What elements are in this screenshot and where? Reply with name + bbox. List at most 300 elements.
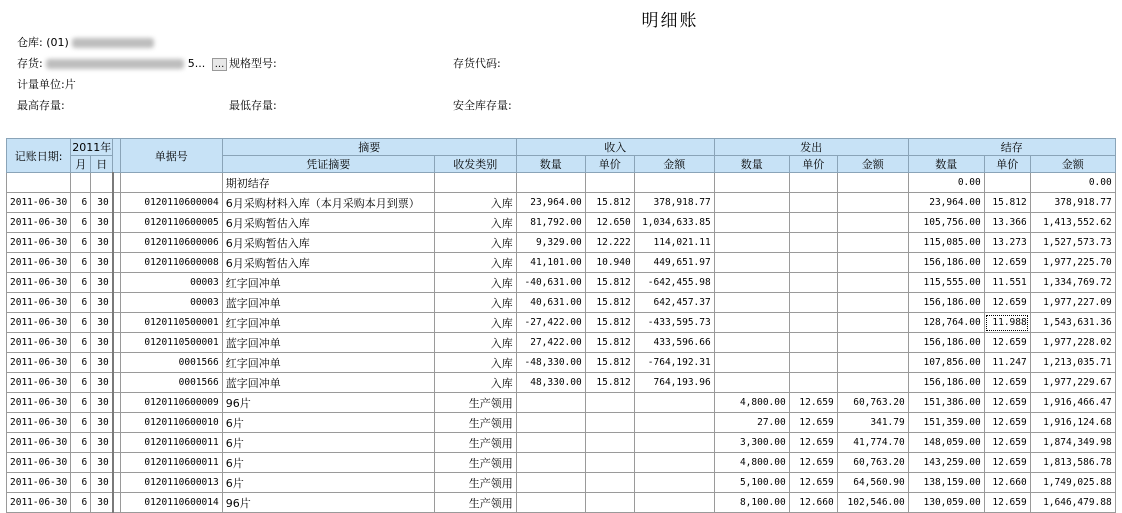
cell-in-amount[interactable] <box>634 433 714 453</box>
cell-month[interactable] <box>71 173 91 193</box>
cell-doc[interactable]: 0120110600006 <box>120 233 222 253</box>
cell-out-price[interactable] <box>789 233 837 253</box>
cell-out-price[interactable] <box>789 313 837 333</box>
cell-bal-price[interactable]: 11.988 <box>984 313 1030 333</box>
cell-doc[interactable]: 0120110600013 <box>120 473 222 493</box>
cell-category[interactable]: 生产领用 <box>434 453 516 473</box>
cell-out-qty[interactable] <box>714 253 789 273</box>
cell-in-qty[interactable]: 48,330.00 <box>516 373 585 393</box>
table-row[interactable] <box>7 453 1116 473</box>
cell-date[interactable]: 2011-06-30 <box>7 453 71 473</box>
cell-category[interactable]: 入库 <box>434 253 516 273</box>
cell-bal-price[interactable]: 15.812 <box>984 193 1030 213</box>
cell-day[interactable] <box>91 173 113 193</box>
col-header-in-qty[interactable]: 数量 <box>516 156 585 173</box>
cell-bal-qty[interactable]: 130,059.00 <box>908 493 984 513</box>
cell-month[interactable]: 6 <box>71 273 91 293</box>
cell-category[interactable]: 生产领用 <box>434 413 516 433</box>
cell-out-qty[interactable] <box>714 373 789 393</box>
cell-out-qty[interactable] <box>714 213 789 233</box>
cell-category[interactable]: 入库 <box>434 273 516 293</box>
cell-in-price[interactable]: 12.222 <box>585 233 634 253</box>
cell-in-price[interactable]: 15.812 <box>585 193 634 213</box>
safety-stock-label: 安全库存量: <box>453 99 512 112</box>
cell-doc[interactable]: 0120110600011 <box>120 433 222 453</box>
cell-day[interactable]: 30 <box>91 233 113 253</box>
cell-month[interactable]: 6 <box>71 373 91 393</box>
cell-out-price[interactable] <box>789 213 837 233</box>
cell-category[interactable]: 入库 <box>434 333 516 353</box>
cell-bal-price[interactable]: 12.659 <box>984 293 1030 313</box>
cell-date[interactable]: 2011-06-30 <box>7 233 71 253</box>
cell-out-qty[interactable] <box>714 293 789 313</box>
cell-bal-price[interactable]: 11.551 <box>984 273 1030 293</box>
cell-category[interactable]: 生产领用 <box>434 433 516 453</box>
cell-out-qty[interactable] <box>714 193 789 213</box>
cell-in-qty[interactable]: 23,964.00 <box>516 193 585 213</box>
cell-category[interactable]: 入库 <box>434 353 516 373</box>
col-header-in-price[interactable]: 单价 <box>585 156 634 173</box>
cell-date[interactable]: 2011-06-30 <box>7 413 71 433</box>
cell-out-price[interactable] <box>789 293 837 313</box>
cell-in-amount[interactable]: 114,021.11 <box>634 233 714 253</box>
table-row[interactable] <box>7 373 1116 393</box>
cell-bal-qty[interactable]: 151,386.00 <box>908 393 984 413</box>
cell-bal-amount[interactable]: 1,213,035.71 <box>1030 353 1115 373</box>
cell-category[interactable]: 生产领用 <box>434 393 516 413</box>
cell-bal-amount[interactable]: 1,916,124.68 <box>1030 413 1115 433</box>
cell-doc[interactable]: 0120110600009 <box>120 393 222 413</box>
cell-bal-price[interactable]: 12.659 <box>984 493 1030 513</box>
cell-out-amount[interactable]: 60,763.20 <box>837 393 908 413</box>
table-row[interactable] <box>7 413 1116 433</box>
cell-out-price[interactable] <box>789 173 837 193</box>
cell-in-price[interactable]: 12.650 <box>585 213 634 233</box>
cell-out-qty[interactable] <box>714 233 789 253</box>
cell-bal-price[interactable]: 13.273 <box>984 233 1030 253</box>
cell-bal-price[interactable]: 12.659 <box>984 433 1030 453</box>
cell-summary[interactable]: 蓝字回冲单 <box>222 333 434 353</box>
cell-summary[interactable]: 6片 <box>222 453 434 473</box>
table-row[interactable] <box>7 273 1116 293</box>
cell-in-amount[interactable] <box>634 493 714 513</box>
cell-in-amount[interactable]: -764,192.31 <box>634 353 714 373</box>
cell-bal-qty[interactable]: 156,186.00 <box>908 373 984 393</box>
cell-bal-qty[interactable]: 115,555.00 <box>908 273 984 293</box>
cell-in-price[interactable]: 15.812 <box>585 313 634 333</box>
col-header-month[interactable]: 月 <box>71 156 91 173</box>
cell-date[interactable]: 2011-06-30 <box>7 473 71 493</box>
cell-category[interactable]: 生产领用 <box>434 473 516 493</box>
cell-out-amount[interactable] <box>837 253 908 273</box>
cell-day[interactable]: 30 <box>91 293 113 313</box>
cell-out-price[interactable]: 12.659 <box>789 413 837 433</box>
cell-doc[interactable]: 0120110600008 <box>120 253 222 273</box>
cell-bal-qty[interactable]: 156,186.00 <box>908 293 984 313</box>
cell-in-amount[interactable] <box>634 453 714 473</box>
cell-out-qty[interactable]: 4,800.00 <box>714 393 789 413</box>
cell-doc[interactable]: 0120110600004 <box>120 193 222 213</box>
cell-out-qty[interactable] <box>714 173 789 193</box>
cell-in-qty[interactable]: 41,101.00 <box>516 253 585 273</box>
cell-in-price[interactable] <box>585 473 634 493</box>
cell-summary[interactable]: 蓝字回冲单 <box>222 293 434 313</box>
cell-out-qty[interactable] <box>714 333 789 353</box>
cell-summary[interactable]: 6片 <box>222 413 434 433</box>
cell-bal-qty[interactable]: 143,259.00 <box>908 453 984 473</box>
cell-day[interactable]: 30 <box>91 453 113 473</box>
cell-out-price[interactable] <box>789 253 837 273</box>
spec-label: 规格型号: <box>229 57 277 70</box>
cell-date[interactable]: 2011-06-30 <box>7 353 71 373</box>
cell-bal-amount[interactable]: 378,918.77 <box>1030 193 1115 213</box>
cell-out-amount[interactable] <box>837 213 908 233</box>
cell-doc[interactable]: 0120110500001 <box>120 333 222 353</box>
table-row[interactable] <box>7 233 1116 253</box>
table-row[interactable] <box>7 193 1116 213</box>
cell-bal-amount[interactable]: 1,916,466.47 <box>1030 393 1115 413</box>
cell-in-amount[interactable]: -642,455.98 <box>634 273 714 293</box>
cell-out-amount[interactable] <box>837 313 908 333</box>
cell-in-qty[interactable]: -40,631.00 <box>516 273 585 293</box>
cell-in-amount[interactable]: 433,596.66 <box>634 333 714 353</box>
table-row[interactable] <box>7 493 1116 513</box>
cell-bal-qty[interactable]: 105,756.00 <box>908 213 984 233</box>
col-header-voucher-summary[interactable]: 凭证摘要 <box>222 156 434 173</box>
cell-in-amount[interactable]: 764,193.96 <box>634 373 714 393</box>
table-row[interactable] <box>7 473 1116 493</box>
cell-bal-amount[interactable]: 1,749,025.88 <box>1030 473 1115 493</box>
cell-category[interactable]: 入库 <box>434 213 516 233</box>
cell-out-amount[interactable]: 41,774.70 <box>837 433 908 453</box>
cell-in-qty[interactable] <box>516 493 585 513</box>
cell-summary[interactable]: 红字回冲单 <box>222 273 434 293</box>
cell-bal-qty[interactable]: 156,186.00 <box>908 253 984 273</box>
cell-in-price[interactable]: 15.812 <box>585 333 634 353</box>
cell-in-price[interactable] <box>585 393 634 413</box>
cell-in-price[interactable]: 15.812 <box>585 353 634 373</box>
cell-out-qty[interactable] <box>714 313 789 333</box>
col-header-category[interactable]: 收发类别 <box>434 156 516 173</box>
cell-doc[interactable]: 00003 <box>120 273 222 293</box>
cell-out-amount[interactable] <box>837 353 908 373</box>
cell-in-price[interactable]: 15.812 <box>585 373 634 393</box>
item-browse-button[interactable]: ... <box>212 58 228 71</box>
cell-day[interactable]: 30 <box>91 193 113 213</box>
cell-bal-price[interactable]: 12.659 <box>984 333 1030 353</box>
cell-bal-price[interactable]: 12.659 <box>984 393 1030 413</box>
cell-day[interactable]: 30 <box>91 393 113 413</box>
cell-spacer <box>113 213 121 233</box>
cell-out-price[interactable] <box>789 353 837 373</box>
cell-bal-qty[interactable]: 107,856.00 <box>908 353 984 373</box>
cell-date[interactable] <box>7 173 71 193</box>
cell-summary[interactable]: 6月采购暂估入库 <box>222 213 434 233</box>
cell-out-amount[interactable] <box>837 273 908 293</box>
cell-out-amount[interactable]: 60,763.20 <box>837 453 908 473</box>
cell-summary[interactable]: 6月采购暂估入库 <box>222 253 434 273</box>
cell-spacer <box>113 453 121 473</box>
cell-bal-amount[interactable]: 1,543,631.36 <box>1030 313 1115 333</box>
cell-in-qty[interactable]: 9,329.00 <box>516 233 585 253</box>
cell-out-qty[interactable]: 5,100.00 <box>714 473 789 493</box>
cell-doc[interactable]: 0001566 <box>120 373 222 393</box>
cell-in-price[interactable]: 15.812 <box>585 273 634 293</box>
cell-category[interactable]: 入库 <box>434 373 516 393</box>
cell-bal-price[interactable] <box>984 173 1030 193</box>
cell-day[interactable]: 30 <box>91 473 113 493</box>
table-row[interactable] <box>7 393 1116 413</box>
cell-bal-qty[interactable]: 138,159.00 <box>908 473 984 493</box>
col-header-date[interactable]: 记账日期: <box>7 139 71 173</box>
cell-in-amount[interactable] <box>634 393 714 413</box>
cell-spacer <box>113 293 121 313</box>
cell-month[interactable]: 6 <box>71 353 91 373</box>
cell-out-price[interactable] <box>789 273 837 293</box>
cell-doc[interactable]: 0120110500001 <box>120 313 222 333</box>
cell-bal-amount[interactable]: 1,874,349.98 <box>1030 433 1115 453</box>
cell-in-qty[interactable]: 40,631.00 <box>516 293 585 313</box>
cell-month[interactable]: 6 <box>71 433 91 453</box>
cell-out-price[interactable]: 12.659 <box>789 393 837 413</box>
cell-out-amount[interactable] <box>837 233 908 253</box>
cell-date[interactable]: 2011-06-30 <box>7 373 71 393</box>
cell-month[interactable]: 6 <box>71 313 91 333</box>
col-header-doc[interactable]: 单据号 <box>120 139 222 173</box>
cell-doc[interactable]: 0120110600010 <box>120 413 222 433</box>
cell-doc[interactable] <box>120 173 222 193</box>
col-header-day[interactable]: 日 <box>91 156 113 173</box>
cell-category[interactable]: 生产领用 <box>434 493 516 513</box>
cell-day[interactable]: 30 <box>91 373 113 393</box>
cell-spacer <box>113 473 121 493</box>
cell-out-qty[interactable]: 4,800.00 <box>714 453 789 473</box>
cell-in-price[interactable]: 10.940 <box>585 253 634 273</box>
cell-bal-price[interactable]: 12.659 <box>984 373 1030 393</box>
cell-bal-price[interactable]: 13.366 <box>984 213 1030 233</box>
table-row[interactable] <box>7 333 1116 353</box>
cell-summary[interactable]: 6月采购材料入库（本月采购本月到票） <box>222 193 434 213</box>
cell-bal-amount[interactable]: 1,977,227.09 <box>1030 293 1115 313</box>
cell-bal-amount[interactable]: 1,977,229.67 <box>1030 373 1115 393</box>
cell-month[interactable]: 6 <box>71 293 91 313</box>
col-header-bal-qty[interactable]: 数量 <box>908 156 984 173</box>
col-header-out-qty[interactable]: 数量 <box>714 156 789 173</box>
cell-day[interactable]: 30 <box>91 213 113 233</box>
cell-in-qty[interactable] <box>516 453 585 473</box>
cell-day[interactable]: 30 <box>91 353 113 373</box>
cell-doc[interactable]: 0120110600014 <box>120 493 222 513</box>
cell-month[interactable]: 6 <box>71 393 91 413</box>
cell-in-amount[interactable]: 378,918.77 <box>634 193 714 213</box>
cell-in-price[interactable] <box>585 433 634 453</box>
cell-summary[interactable]: 红字回冲单 <box>222 313 434 333</box>
cell-in-qty[interactable]: 81,792.00 <box>516 213 585 233</box>
cell-bal-qty[interactable]: 128,764.00 <box>908 313 984 333</box>
cell-bal-qty[interactable]: 156,186.00 <box>908 333 984 353</box>
cell-doc[interactable]: 0001566 <box>120 353 222 373</box>
cell-out-qty[interactable]: 8,100.00 <box>714 493 789 513</box>
cell-out-amount[interactable] <box>837 293 908 313</box>
cell-out-price[interactable] <box>789 193 837 213</box>
cell-out-amount[interactable] <box>837 193 908 213</box>
cell-bal-amount[interactable]: 1,813,586.78 <box>1030 453 1115 473</box>
cell-out-qty[interactable] <box>714 353 789 373</box>
opening-balance-row[interactable] <box>7 173 1116 193</box>
cell-spacer <box>113 393 121 413</box>
cell-day[interactable]: 30 <box>91 413 113 433</box>
cell-in-price[interactable] <box>585 173 634 193</box>
cell-category[interactable]: 入库 <box>434 313 516 333</box>
cell-out-amount[interactable]: 64,560.90 <box>837 473 908 493</box>
cell-out-amount[interactable] <box>837 373 908 393</box>
cell-summary[interactable]: 6月采购暂估入库 <box>222 233 434 253</box>
cell-in-qty[interactable]: 27,422.00 <box>516 333 585 353</box>
cell-in-amount[interactable] <box>634 413 714 433</box>
cell-summary[interactable]: 96片 <box>222 393 434 413</box>
cell-bal-amount[interactable]: 1,646,479.88 <box>1030 493 1115 513</box>
cell-bal-amount[interactable]: 1,413,552.62 <box>1030 213 1115 233</box>
cell-bal-qty[interactable]: 148,059.00 <box>908 433 984 453</box>
cell-in-qty[interactable]: -48,330.00 <box>516 353 585 373</box>
col-header-bal-amount[interactable]: 金额 <box>1030 156 1115 173</box>
unit-row <box>17 76 76 92</box>
cell-in-price[interactable]: 15.812 <box>585 293 634 313</box>
col-header-out-amount[interactable]: 金额 <box>837 156 908 173</box>
cell-month[interactable]: 6 <box>71 213 91 233</box>
cell-in-amount[interactable]: 1,034,633.85 <box>634 213 714 233</box>
table-row[interactable] <box>7 313 1116 333</box>
cell-in-amount[interactable]: 449,651.97 <box>634 253 714 273</box>
cell-date[interactable]: 2011-06-30 <box>7 493 71 513</box>
col-header-in-amount[interactable]: 金额 <box>634 156 714 173</box>
cell-day[interactable]: 30 <box>91 273 113 293</box>
cell-doc[interactable]: 00003 <box>120 293 222 313</box>
cell-summary[interactable]: 蓝字回冲单 <box>222 373 434 393</box>
cell-in-qty[interactable] <box>516 173 585 193</box>
table-row[interactable] <box>7 253 1116 273</box>
cell-doc[interactable]: 0120110600011 <box>120 453 222 473</box>
cell-out-qty[interactable]: 3,300.00 <box>714 433 789 453</box>
cell-bal-amount[interactable]: 1,977,225.70 <box>1030 253 1115 273</box>
cell-in-amount[interactable]: -433,595.73 <box>634 313 714 333</box>
item-label: 存货: <box>17 57 43 70</box>
cell-in-price[interactable] <box>585 453 634 473</box>
cell-month[interactable]: 6 <box>71 453 91 473</box>
cell-date[interactable]: 2011-06-30 <box>7 333 71 353</box>
cell-day[interactable]: 30 <box>91 333 113 353</box>
col-header-bal-price[interactable]: 单价 <box>984 156 1030 173</box>
table-row[interactable] <box>7 353 1116 373</box>
cell-out-qty[interactable]: 27.00 <box>714 413 789 433</box>
cell-bal-qty[interactable]: 115,085.00 <box>908 233 984 253</box>
cell-out-amount[interactable] <box>837 173 908 193</box>
cell-bal-price[interactable]: 11.247 <box>984 353 1030 373</box>
table-row[interactable] <box>7 433 1116 453</box>
cell-date[interactable]: 2011-06-30 <box>7 273 71 293</box>
cell-bal-price[interactable]: 12.660 <box>984 473 1030 493</box>
cell-out-price[interactable]: 12.659 <box>789 433 837 453</box>
cell-category[interactable]: 入库 <box>434 193 516 213</box>
cell-bal-amount[interactable]: 0.00 <box>1030 173 1115 193</box>
cell-category[interactable]: 入库 <box>434 293 516 313</box>
cell-day[interactable]: 30 <box>91 253 113 273</box>
cell-out-price[interactable]: 12.660 <box>789 493 837 513</box>
cell-day[interactable]: 30 <box>91 433 113 453</box>
cell-out-amount[interactable]: 102,546.00 <box>837 493 908 513</box>
cell-summary[interactable]: 6片 <box>222 433 434 453</box>
cell-doc[interactable]: 0120110600005 <box>120 213 222 233</box>
cell-date[interactable]: 2011-06-30 <box>7 193 71 213</box>
cell-date[interactable]: 2011-06-30 <box>7 313 71 333</box>
cell-in-price[interactable] <box>585 413 634 433</box>
cell-in-price[interactable] <box>585 493 634 513</box>
cell-date[interactable]: 2011-06-30 <box>7 393 71 413</box>
cell-in-qty[interactable]: -27,422.00 <box>516 313 585 333</box>
cell-out-price[interactable] <box>789 333 837 353</box>
table-row[interactable] <box>7 293 1116 313</box>
cell-out-price[interactable] <box>789 373 837 393</box>
cell-bal-price[interactable]: 12.659 <box>984 453 1030 473</box>
cell-date[interactable]: 2011-06-30 <box>7 213 71 233</box>
cell-month[interactable]: 6 <box>71 493 91 513</box>
cell-in-qty[interactable] <box>516 413 585 433</box>
cell-date[interactable]: 2011-06-30 <box>7 293 71 313</box>
cell-in-amount[interactable]: 642,457.37 <box>634 293 714 313</box>
ledger-table <box>6 138 1116 513</box>
warehouse-row <box>17 34 154 50</box>
cell-summary[interactable]: 6片 <box>222 473 434 493</box>
table-row[interactable] <box>7 213 1116 233</box>
cell-in-amount[interactable] <box>634 473 714 493</box>
cell-bal-price[interactable]: 12.659 <box>984 413 1030 433</box>
cell-out-price[interactable]: 12.659 <box>789 473 837 493</box>
cell-date[interactable]: 2011-06-30 <box>7 433 71 453</box>
cell-summary[interactable]: 期初结存 <box>222 173 434 193</box>
cell-day[interactable]: 30 <box>91 313 113 333</box>
cell-bal-qty[interactable]: 151,359.00 <box>908 413 984 433</box>
cell-bal-price[interactable]: 12.659 <box>984 253 1030 273</box>
cell-date[interactable]: 2011-06-30 <box>7 253 71 273</box>
cell-bal-qty[interactable]: 23,964.00 <box>908 193 984 213</box>
cell-bal-amount[interactable]: 1,977,228.02 <box>1030 333 1115 353</box>
cell-month[interactable]: 6 <box>71 473 91 493</box>
cell-month[interactable]: 6 <box>71 253 91 273</box>
cell-category[interactable]: 入库 <box>434 233 516 253</box>
cell-spacer <box>113 373 121 393</box>
cell-bal-amount[interactable]: 1,527,573.73 <box>1030 233 1115 253</box>
cell-summary[interactable]: 红字回冲单 <box>222 353 434 373</box>
cell-out-amount[interactable]: 341.79 <box>837 413 908 433</box>
cell-out-price[interactable]: 12.659 <box>789 453 837 473</box>
cell-month[interactable]: 6 <box>71 193 91 213</box>
cell-bal-qty[interactable]: 0.00 <box>908 173 984 193</box>
cell-month[interactable]: 6 <box>71 413 91 433</box>
cell-in-qty[interactable] <box>516 473 585 493</box>
cell-day[interactable]: 30 <box>91 493 113 513</box>
cell-out-amount[interactable] <box>837 333 908 353</box>
cell-out-qty[interactable] <box>714 273 789 293</box>
cell-category[interactable] <box>434 173 516 193</box>
cell-bal-amount[interactable]: 1,334,769.72 <box>1030 273 1115 293</box>
cell-in-qty[interactable] <box>516 433 585 453</box>
cell-month[interactable]: 6 <box>71 333 91 353</box>
cell-summary[interactable]: 96片 <box>222 493 434 513</box>
col-header-out-price[interactable]: 单价 <box>789 156 837 173</box>
cell-in-amount[interactable] <box>634 173 714 193</box>
cell-month[interactable]: 6 <box>71 233 91 253</box>
cell-in-qty[interactable] <box>516 393 585 413</box>
